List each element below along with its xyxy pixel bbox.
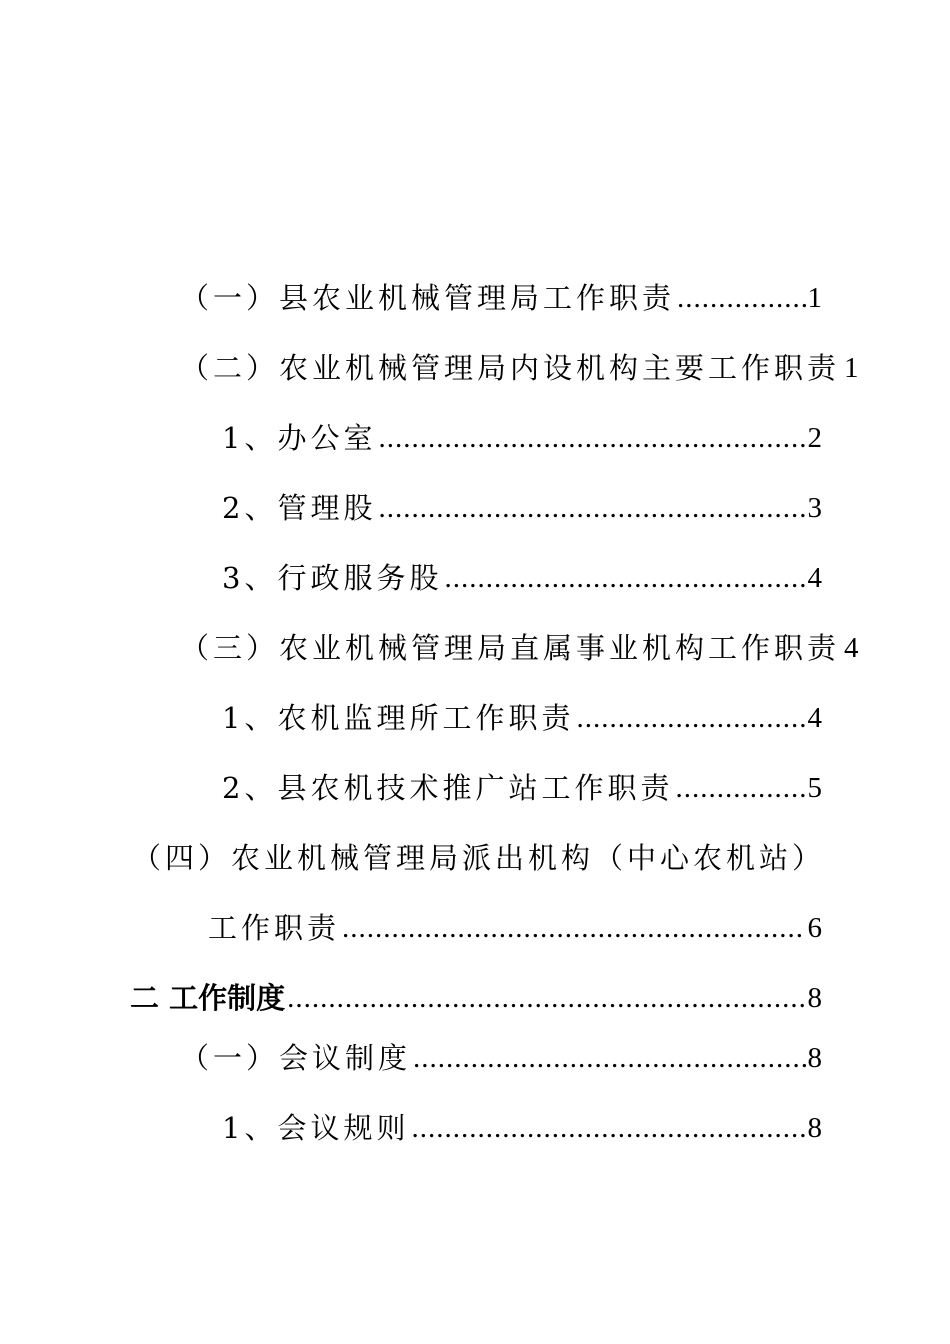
toc-entry-label: 2、管理股: [222, 491, 377, 525]
toc-leader: [378, 488, 805, 528]
toc-leader: [378, 418, 805, 458]
toc-page-number: 4: [807, 702, 822, 734]
toc-entry-label: 工作职责: [208, 911, 341, 945]
toc-leader: [444, 558, 805, 598]
toc-entry-label: 二 工作制度: [130, 981, 286, 1015]
toc-page-number: 6: [807, 912, 822, 944]
toc-leader: [342, 908, 805, 948]
toc-leader: [411, 1108, 805, 1148]
toc-entry[interactable]: [222, 768, 822, 808]
toc-section-heading[interactable]: [130, 978, 822, 1018]
toc-entry-label: 1、办公室: [222, 421, 377, 455]
toc-entry[interactable]: [222, 418, 822, 458]
toc-entry[interactable]: [180, 628, 859, 668]
toc-leader: [675, 768, 805, 808]
toc-page-number: 4: [844, 632, 859, 664]
toc-entry-label: 1、会议规则: [222, 1111, 410, 1145]
toc-entry-label: 1、农机监理所工作职责: [222, 701, 575, 735]
toc-entry[interactable]: [222, 488, 822, 528]
toc-entry[interactable]: [180, 278, 822, 318]
toc-entry-label: （四）农业机械管理局派出机构（中心农机站）: [132, 841, 826, 875]
toc-entry-label: （三）农业机械管理局直属事业机构工作职责: [180, 631, 841, 665]
toc-entry-label: 3、行政服务股: [222, 561, 443, 595]
toc-entry-label: 2、县农机技术推广站工作职责: [222, 771, 674, 805]
toc-page-number: 5: [807, 772, 822, 804]
toc-entry[interactable]: [208, 908, 822, 948]
toc-page-number: 3: [807, 492, 822, 524]
toc-entry-continued[interactable]: [132, 838, 825, 878]
toc-entry-label: （一）会议制度: [180, 1041, 412, 1075]
toc-page-number: 1: [807, 282, 822, 314]
toc-entry-label: （一）县农业机械管理局工作职责: [180, 281, 676, 315]
toc-leader: [287, 978, 805, 1018]
toc-entry[interactable]: [222, 1108, 822, 1148]
toc-page-number: 2: [807, 422, 822, 454]
toc-page-number: 8: [807, 982, 822, 1014]
toc-page-number: 4: [807, 562, 822, 594]
toc-page-number: 8: [807, 1112, 822, 1144]
toc-entry[interactable]: [222, 558, 822, 598]
toc-leader: [677, 278, 805, 318]
toc-entry[interactable]: [180, 1038, 822, 1078]
toc-page-number: 1: [844, 352, 859, 384]
toc-leader: [576, 698, 805, 738]
toc-entry[interactable]: [222, 698, 822, 738]
toc-entry[interactable]: [180, 348, 859, 388]
toc-entry-label: （二）农业机械管理局内设机构主要工作职责: [180, 351, 841, 385]
toc-page-number: 8: [807, 1042, 822, 1074]
toc-leader: [413, 1038, 805, 1078]
